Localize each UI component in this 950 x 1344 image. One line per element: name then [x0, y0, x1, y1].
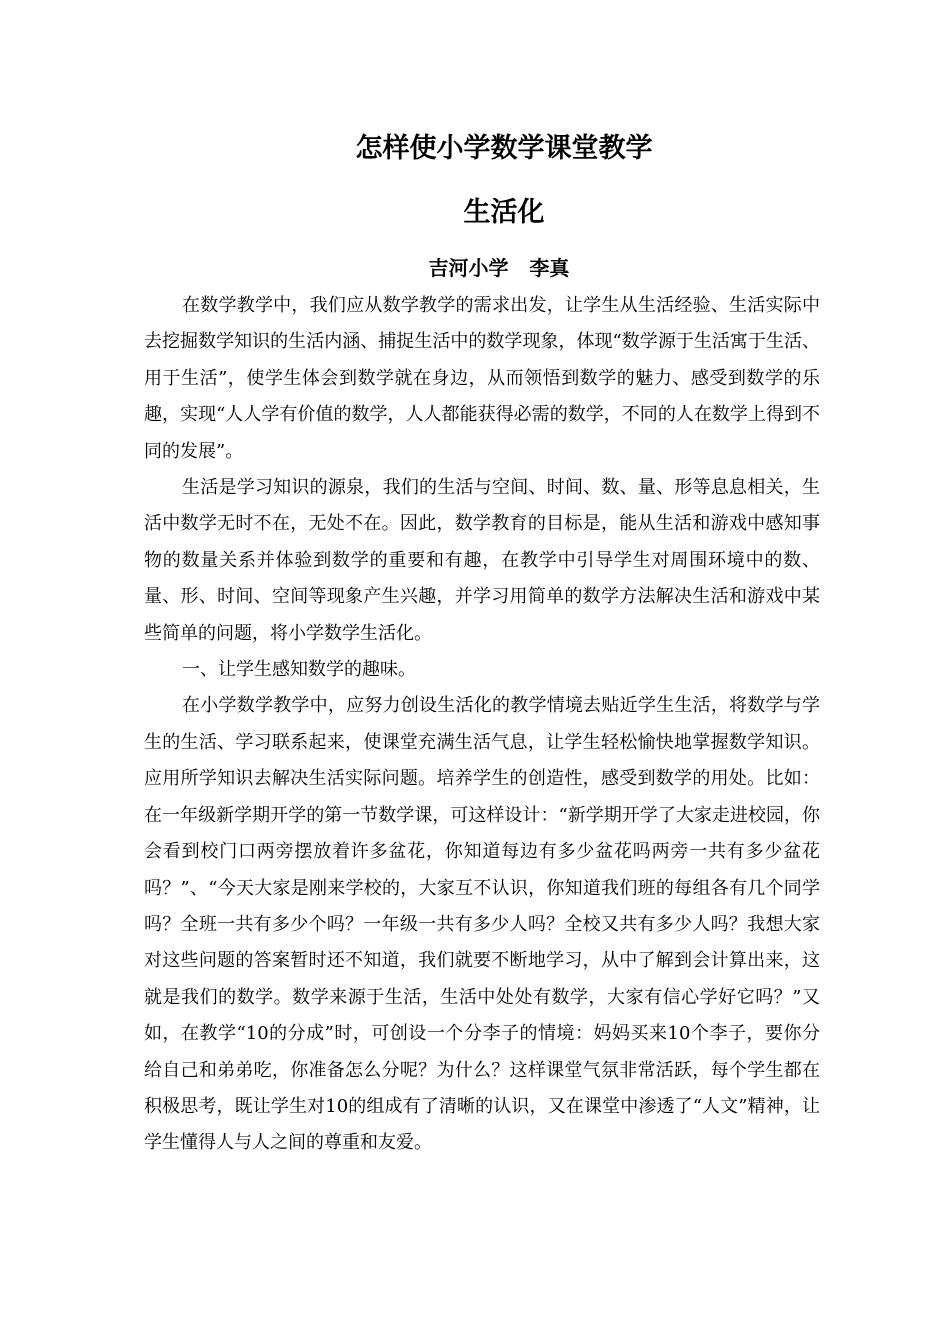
document-title-line-2: 生活化 [463, 197, 545, 228]
paragraph-example: 在小学数学教学中，应努力创设生活化的教学情境去贴近学生生活，将数学与学生的生活、学习联系起来，使课堂充满生活气息，让学生轻松愉快地掌握数学知识。应用所学知识去解决生活实际问题。培养学生的创造性，感受到数学的用处。比如：在一年级新学期开学的第一节数学课，可这样设计：“新学期开学了大家走进校园，你会看到校门口两旁摆放着许多盆花，你知道每边有多少盆花吗两旁一共有多少盆花吗？”、“今天大家是刚来学校的，大家互不认识，你知道我们班的每组各有几个同学吗？全班一共有多少个吗？一年级一共有多少人吗？全校又共有多少人吗？我想大家对这些问题的答案暂时还不知道，我们就要不断地学习，从中了解到会计算出来，这就是我们的数学。数学来源于生活，生活中处处有数学，大家有信心学好它吗？”又如，在教学“10的分成”时，可创设一个分李子的情境：妈妈买来10个李子，要你分给自己和弟弟吃，你准备怎么分呢？为什么？这样课堂气氛非常活跃，每个学生都在积极思考，既让学生对10的组成有了清晰的认识，又在课堂中渗透了“人文”精神，让学生懂得人与人之间的尊重和友爱。 [144, 695, 820, 1154]
section-heading-1: 一、让学生感知数学的趣味。 [182, 659, 416, 681]
paragraph-intro: 在数学教学中，我们应从数学教学的需求出发，让学生从生活经验、生活实际中去挖掘数学知识的生活内涵、捕捉生活中的数学现象，体现“数学源于生活寓于生活、用于生活”，使学生体会到数学就在身边，从而领悟到数学的魅力、感受到数学的乐趣，实现“人人学有价值的数学，人人都能获得必需的数学，不同的人在数学上得到不同的发展”。 [144, 295, 820, 462]
document-title-line-1: 怎样使小学数学课堂教学 [355, 133, 653, 164]
document-body [144, 288, 820, 1162]
author-line: 吉河小学 李真 [428, 256, 570, 280]
paragraph-life-source: 生活是学习知识的源泉，我们的生活与空间、时间、数、量、形等息息相关，生活中数学无时不在，无处不在。因此，数学教育的目标是，能从生活和游戏中感知事物的数量关系并体验到数学的重要和有趣，在教学中引导学生对周围环境中的数、量、形、时间、空间等现象产生兴趣，并学习用简单的数学方法解决生活和游戏中某些简单的问题，将小学数学生活化。 [144, 477, 820, 644]
